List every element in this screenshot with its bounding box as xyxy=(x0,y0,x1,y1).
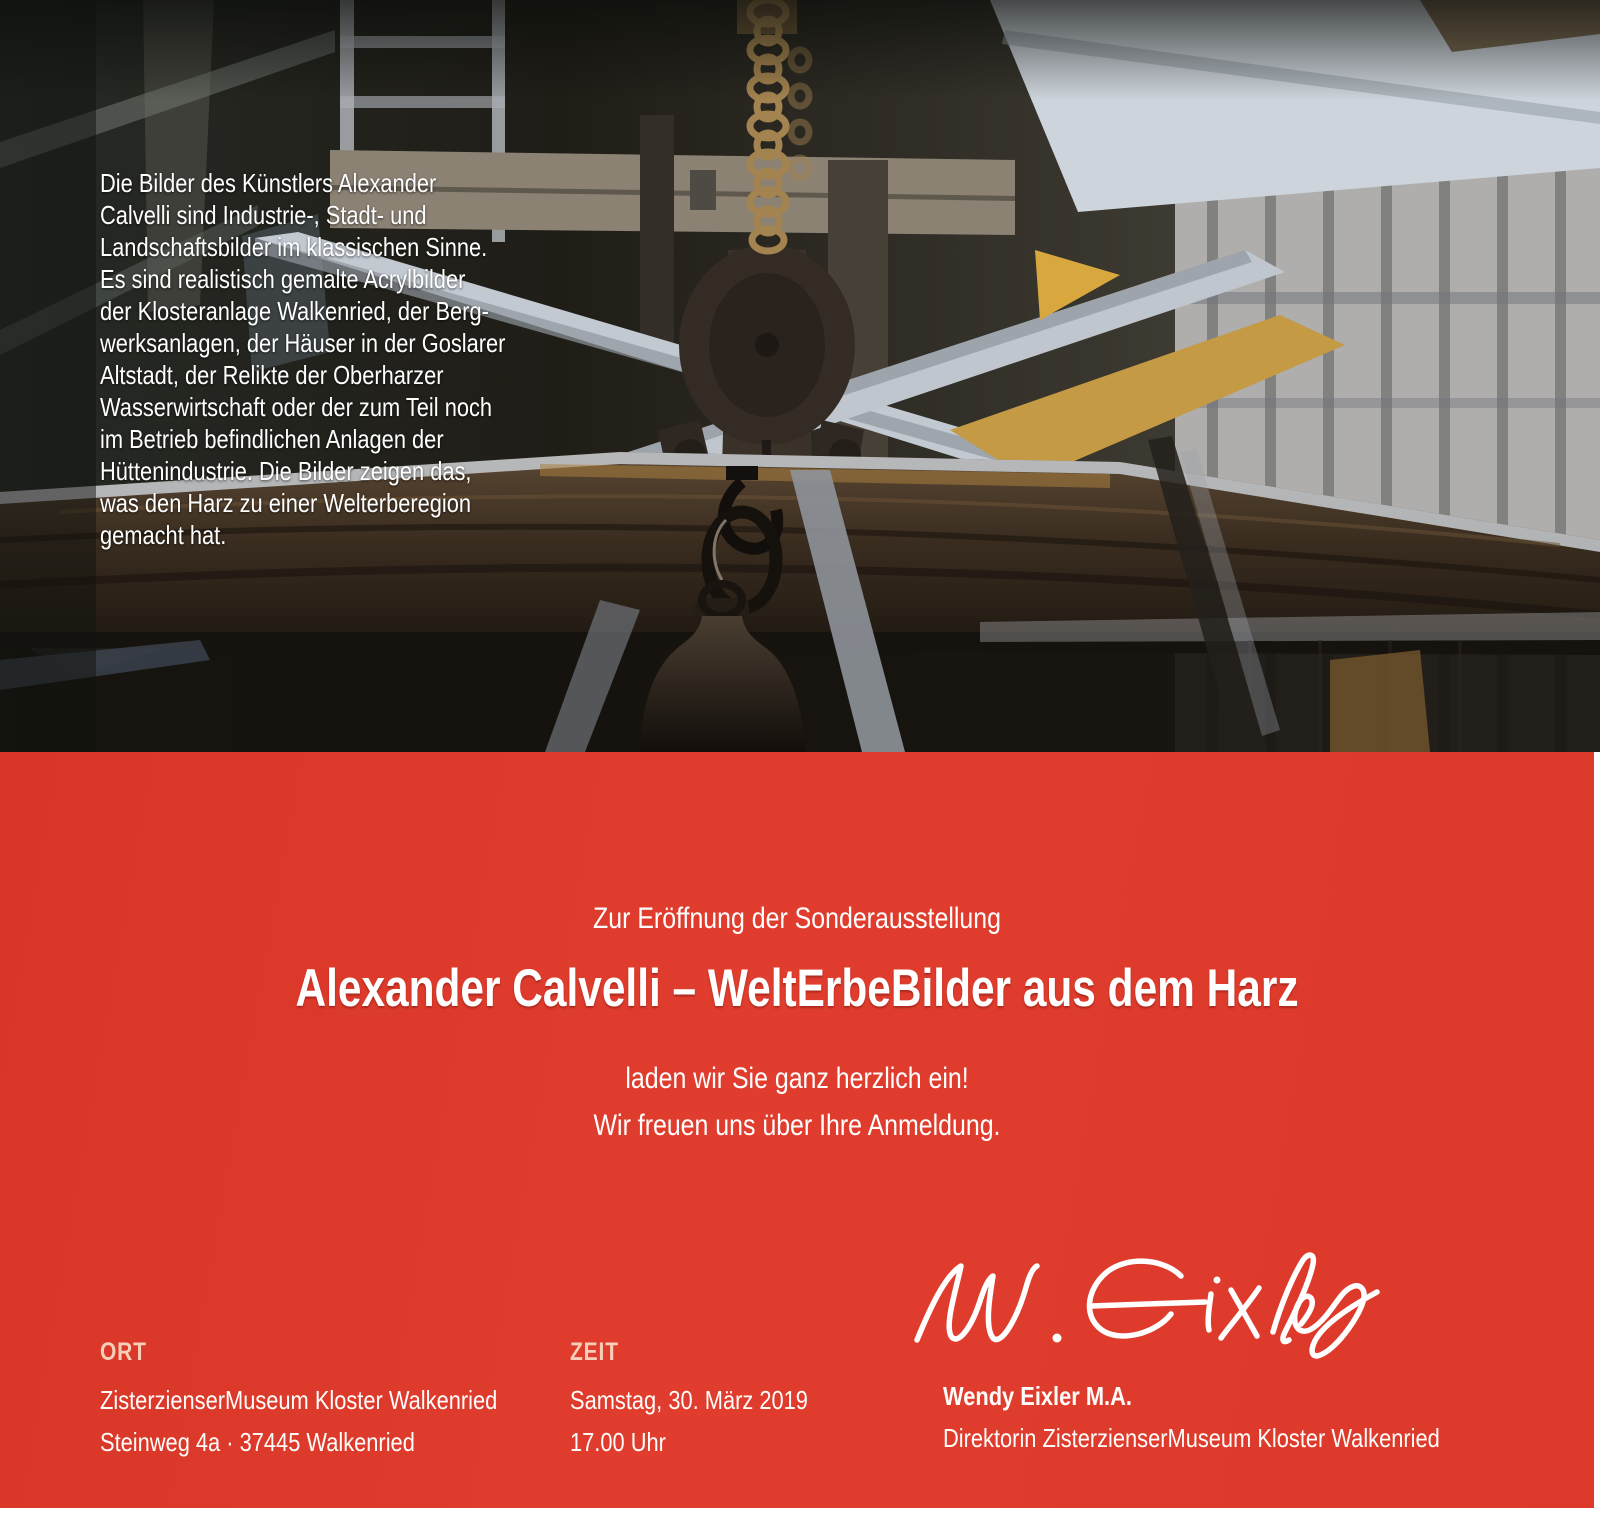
signature-dot xyxy=(1053,1334,1062,1343)
caption-line: was den Harz zu einer Welterberegion xyxy=(100,488,472,518)
signature-i-dot xyxy=(1214,1277,1221,1284)
signature-i-stroke xyxy=(1208,1294,1211,1330)
exhibition-kicker: Zur Eröffnung der Sonderausstellung xyxy=(593,902,1001,935)
event-time: 17.00 Uhr xyxy=(570,1427,666,1457)
time-block xyxy=(570,1338,808,1458)
handwritten-signature xyxy=(905,1232,1385,1372)
caption-line: werksanlagen, der Häuser in der Goslarer xyxy=(100,328,506,358)
signature-w-stroke xyxy=(917,1266,1037,1340)
signature-e-stroke xyxy=(1089,1261,1181,1336)
left-shadow xyxy=(0,0,96,752)
top-shadow xyxy=(0,0,1600,100)
belfry-photo xyxy=(0,0,1600,752)
caption-line: gemacht hat. xyxy=(100,520,227,550)
caption-line: Die Bilder des Künstlers Alexander xyxy=(100,168,437,198)
time-label: ZEIT xyxy=(570,1338,619,1366)
location-block xyxy=(100,1338,497,1458)
location-label: ORT xyxy=(100,1338,147,1366)
event-date: Samstag, 30. März 2019 xyxy=(570,1385,808,1415)
invitation-line-2: Wir freuen uns über Ihre Anmeldung. xyxy=(593,1109,1001,1142)
caption-line: Wasserwirtschaft oder der zum Teil noch xyxy=(100,392,493,422)
location-name: ZisterzienserMuseum Kloster Walkenried xyxy=(100,1385,498,1415)
caption-line: Calvelli sind Industrie-, Stadt- und xyxy=(100,200,427,230)
signature-er-flourish xyxy=(1295,1286,1377,1356)
exhibition-title: Alexander Calvelli – WeltErbeBilder aus dem Harz xyxy=(295,959,1299,1018)
signatory-block xyxy=(943,1381,1440,1454)
caption-line: Landschaftsbilder im klassischen Sinne. xyxy=(100,232,488,262)
signatory-title: Direktorin ZisterzienserMuseum Kloster Walkenried xyxy=(943,1423,1440,1453)
photo-caption xyxy=(100,167,537,551)
signatory-name: Wendy Eixler M.A. xyxy=(943,1381,1132,1411)
invitation-line-1: laden wir Sie ganz herzlich ein! xyxy=(625,1062,969,1095)
caption-line: Es sind realistisch gemalte Acrylbilder xyxy=(100,264,466,294)
caption-line: im Betrieb befindlichen Anlagen der xyxy=(100,424,444,454)
location-address: Steinweg 4a · 37445 Walkenried xyxy=(100,1427,415,1457)
caption-line: Hüttenindustrie. Die Bilder zeigen das, xyxy=(100,456,472,486)
caption-line: der Klosteranlage Walkenried, der Berg- xyxy=(100,296,489,326)
caption-line: Altstadt, der Relikte der Oberharzer xyxy=(100,360,444,390)
signature-crossbar xyxy=(1091,1302,1205,1306)
invitation-panel xyxy=(0,752,1594,1508)
